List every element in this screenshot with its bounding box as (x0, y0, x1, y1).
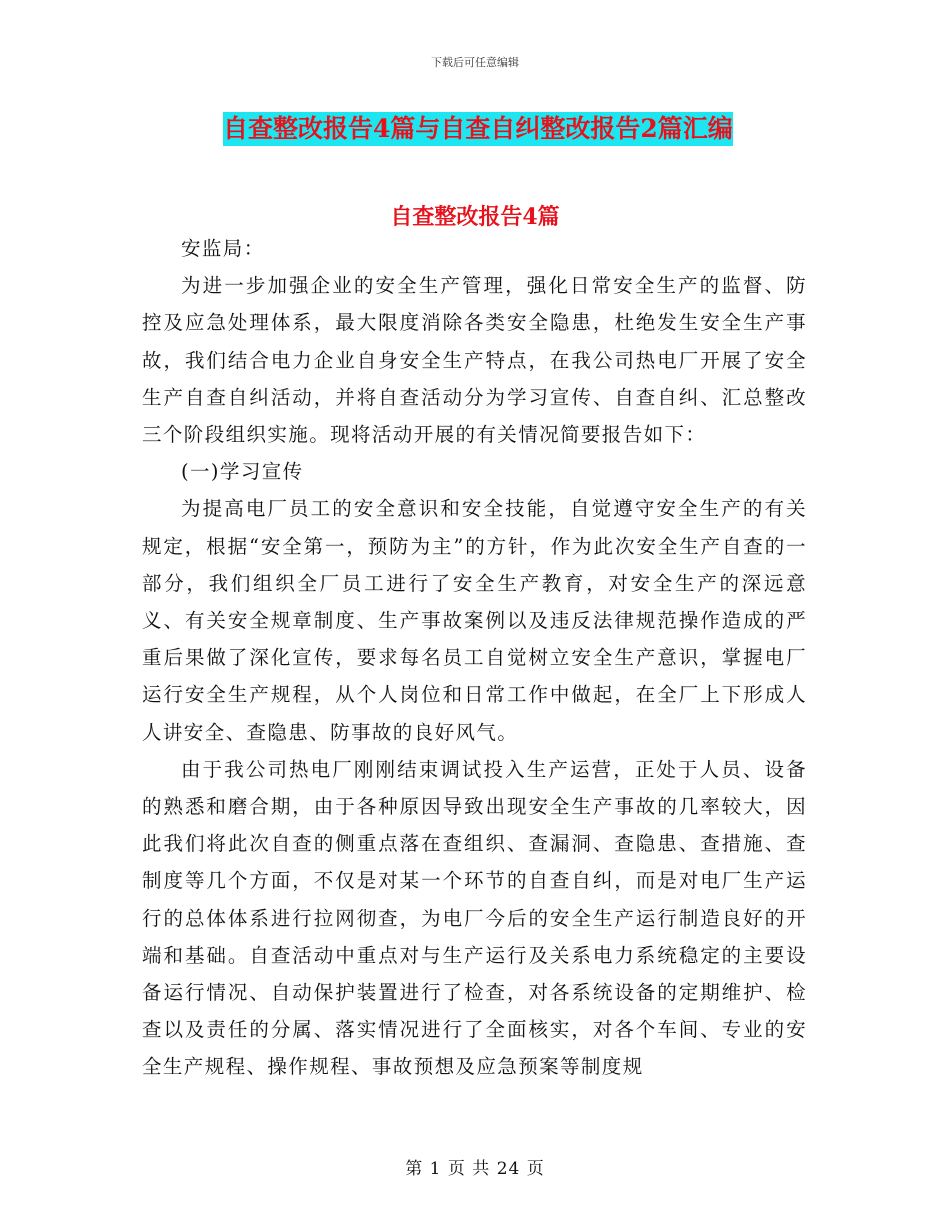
paragraph-inspection: 由于我公司热电厂刚刚结束调试投入生产运营，正处于人员、设备的熟悉和磨合期，由于各种原因导致出现安全生产事故的几率较大，因此我们将此次自查的侧重点落在查组织、查漏洞、查隐患、查措施、查制度等几个方面，不仅是对某一个环节的自查自纠，而是对电厂生产运行的总体体系进行拉网彻查，为电厂今后的安全生产运行制造良好的开端和基础。自查活动中重点对与生产运行及关系电力系统稳定的主要设备运行情况、自动保护装置进行了检查，对各系统设备的定期维护、检查以及责任的分属、落实情况进行了全面核实，对各个车间、专业的安全生产规程、操作规程、事故预想及应急预案等制度规 (142, 757, 807, 1079)
page-number-footer: 第 1 页 共 24 页 (405, 1159, 545, 1179)
subheading-study-publicity: (一)学习宣传 (181, 460, 304, 484)
paragraph-study: 为提高电厂员工的安全意识和安全技能，自觉遵守安全生产的有关规定，根据“安全第一，预防为主”的方针，作为此次安全生产自查的一部分，我们组织全厂员工进行了安全生产教育，对安全生产的深远意义、有关安全规章制度、生产事故案例以及违反法律规范操作造成的严重后果做了深化宣传，要求每名员工自觉树立安全生产意识，掌握电厂运行安全生产规程，从个人岗位和日常工作中做起，在全厂上下形成人人讲安全、查隐患、防事故的良好风气。 (142, 497, 807, 744)
page-header-note: 下载后可任意编辑 (431, 56, 519, 69)
salutation: 安监局： (181, 237, 265, 260)
document-title: 自查整改报告4篇与自查自纠整改报告2篇汇编 (223, 112, 733, 146)
paragraph-intro: 为进一步加强企业的安全生产管理，强化日常安全生产的监督、防控及应急处理体系，最大限度消除各类安全隐患，杜绝发生安全生产事故，我们结合电力企业自身安全生产特点，在我公司热电厂开展了安全生产自查自纠活动，并将自查活动分为学习宣传、自查自纠、汇总整改三个阶段组织实施。现将活动开展的有关情况简要报告如下： (142, 274, 807, 447)
section-title: 自查整改报告4篇 (390, 204, 560, 230)
document-body (142, 230, 807, 1086)
